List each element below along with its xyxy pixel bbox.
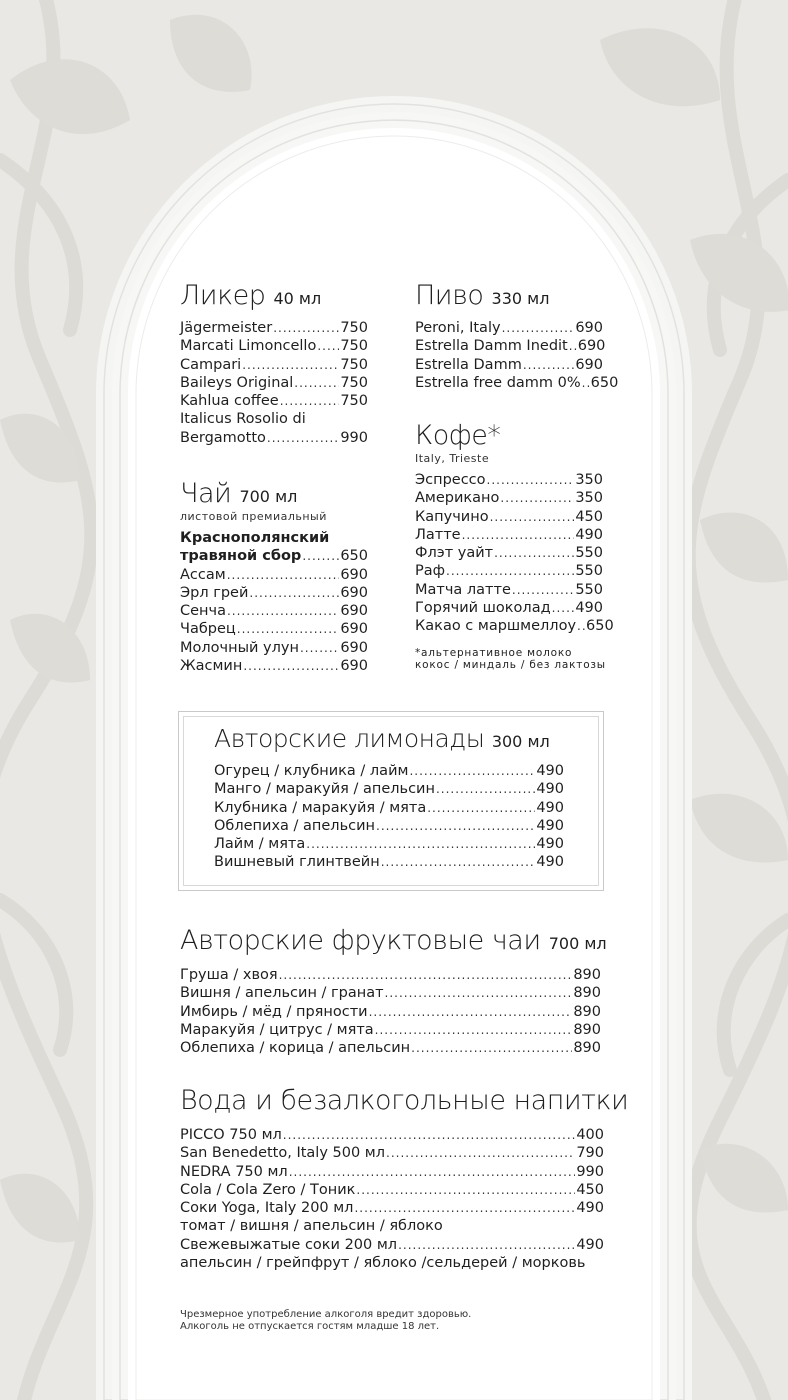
list-item xyxy=(415,489,603,507)
list-item xyxy=(180,1126,604,1144)
list-item xyxy=(415,544,603,562)
item-name: Estrella free damm 0% xyxy=(415,374,581,391)
item-price: 750 xyxy=(340,374,368,391)
leader-dots xyxy=(300,639,339,657)
list-item xyxy=(415,374,619,392)
item-price: 400 xyxy=(576,1127,604,1143)
list-item xyxy=(415,319,603,337)
item-price: 490 xyxy=(536,799,564,816)
leader-dots xyxy=(427,799,535,817)
list-item xyxy=(180,429,368,447)
list-item xyxy=(415,337,606,355)
tea-list xyxy=(180,529,368,675)
lemonades-section xyxy=(214,724,564,872)
list-item xyxy=(415,562,603,580)
leader-dots xyxy=(242,356,339,374)
item-name: Marcati Limoncello xyxy=(180,338,317,355)
beer-section xyxy=(415,280,619,392)
item-price: 490 xyxy=(575,526,603,543)
item-price: 990 xyxy=(576,1163,604,1180)
leader-dots xyxy=(356,1181,575,1199)
list-item xyxy=(180,1144,604,1162)
item-price: 350 xyxy=(575,490,603,507)
item-price: 890 xyxy=(573,1021,601,1038)
item-name: Латте xyxy=(415,526,461,543)
list-item xyxy=(415,526,603,544)
item-price: 750 xyxy=(340,393,368,410)
leader-dots xyxy=(294,374,339,392)
list-item xyxy=(180,1003,601,1021)
tea-title: Чай 700 мл xyxy=(180,478,298,509)
item-price: 750 xyxy=(340,320,368,336)
footer-line: Алкоголь не отпускается гостям младше 18 лет. xyxy=(180,1321,440,1332)
leader-dots xyxy=(302,547,339,565)
list-item xyxy=(180,639,368,657)
fruit-teas-list xyxy=(180,966,601,1057)
list-item xyxy=(180,1039,601,1057)
item-price: 750 xyxy=(340,338,368,355)
item-name: Флэт уайт xyxy=(415,545,494,562)
item-name: Чабрец xyxy=(180,621,236,638)
item-name: Peroni, Italy xyxy=(415,320,501,336)
leader-dots xyxy=(249,584,339,602)
footer-line: Чрезмерное употребление алкоголя вредит здоровью. xyxy=(180,1309,472,1320)
leader-dots xyxy=(462,526,575,544)
leader-dots xyxy=(317,337,339,355)
item-name: Ассам xyxy=(180,566,226,583)
item-price: 350 xyxy=(575,472,603,488)
item-price: 690 xyxy=(575,356,603,373)
coffee-list xyxy=(415,471,614,636)
item-price: 690 xyxy=(340,584,368,601)
leader-dots xyxy=(582,374,590,392)
liqueur-list xyxy=(180,319,368,447)
tea-section xyxy=(180,478,368,675)
item-price: 490 xyxy=(536,781,564,798)
item-name: Раф xyxy=(415,563,446,580)
leader-dots xyxy=(577,617,585,635)
item-price: 890 xyxy=(573,1003,601,1020)
item-price: 490 xyxy=(576,1236,604,1253)
leader-dots xyxy=(494,544,574,562)
list-item xyxy=(180,584,368,602)
item-price: 690 xyxy=(340,639,368,656)
item-price: 490 xyxy=(536,817,564,834)
item-price: 690 xyxy=(340,566,368,583)
item-price: 890 xyxy=(573,985,601,1002)
item-name: San Benedetto, Italy 500 мл xyxy=(180,1145,386,1162)
leader-dots xyxy=(289,1163,576,1181)
leader-dots xyxy=(512,581,574,599)
list-item xyxy=(214,799,564,817)
leader-dots xyxy=(436,780,535,798)
list-item xyxy=(180,337,368,355)
leader-dots xyxy=(502,319,575,337)
item-name: Облепиха / корица / апельсин xyxy=(180,1040,411,1057)
coffee-note xyxy=(415,646,606,672)
leader-dots xyxy=(386,1144,575,1162)
item-price: 750 xyxy=(340,356,368,373)
footer-disclaimer xyxy=(180,1309,471,1333)
list-item xyxy=(180,602,368,620)
item-price: 650 xyxy=(586,618,614,635)
leader-dots xyxy=(227,602,339,620)
item-name: Жасмин xyxy=(180,658,243,675)
fruit-teas-section xyxy=(180,925,607,1057)
list-item xyxy=(180,1181,604,1199)
list-item xyxy=(415,508,603,526)
leader-dots xyxy=(306,835,535,853)
leader-dots xyxy=(490,508,575,526)
lemonades-title: Авторские лимонады 300 мл xyxy=(214,724,550,753)
leader-dots xyxy=(500,489,574,507)
leader-dots xyxy=(369,1003,573,1021)
water-title: Вода и безалкогольные напитки xyxy=(180,1085,629,1116)
list-item xyxy=(180,319,368,337)
leader-dots xyxy=(354,1199,575,1217)
coffee-subtitle: Italy, Trieste xyxy=(415,452,490,465)
item-price: 450 xyxy=(575,508,603,525)
list-item xyxy=(214,762,564,780)
item-name: Горячий шоколад xyxy=(415,600,551,617)
list-item xyxy=(415,599,603,617)
item-price: 890 xyxy=(573,1040,601,1057)
list-item xyxy=(180,1163,604,1181)
list-item xyxy=(180,657,368,675)
fruit-teas-title: Авторские фруктовые чаи 700 мл xyxy=(180,925,607,956)
item-name: травяной сбор xyxy=(180,548,302,565)
item-name: Campari xyxy=(180,356,242,373)
list-item xyxy=(214,780,564,798)
item-price: 650 xyxy=(340,548,368,565)
item-name: Сенча xyxy=(180,603,226,620)
item-price: 790 xyxy=(576,1145,604,1162)
item-price: 990 xyxy=(340,429,368,446)
coffee-title: Кофе* xyxy=(415,420,501,451)
beer-list xyxy=(415,319,619,392)
item-name: Вишневый глинтвейн xyxy=(214,854,380,871)
list-item xyxy=(415,356,603,374)
leader-dots xyxy=(376,817,535,835)
item-name: Огурец / клубника / лайм xyxy=(214,763,409,779)
list-item xyxy=(180,566,368,584)
lemonades-list xyxy=(214,762,564,872)
leader-dots xyxy=(569,337,577,355)
leader-dots xyxy=(283,1126,576,1144)
list-item xyxy=(180,984,601,1002)
liqueur-title: Ликер 40 мл xyxy=(180,280,322,311)
leader-dots xyxy=(398,1236,575,1254)
item-name: Капучино xyxy=(415,508,489,525)
leader-dots xyxy=(237,620,340,638)
item-name: Jägermeister xyxy=(180,320,273,336)
water-list xyxy=(180,1126,604,1272)
leader-dots xyxy=(279,966,573,984)
list-item xyxy=(180,1021,601,1039)
leader-dots xyxy=(446,562,574,580)
item-price: 690 xyxy=(577,338,606,355)
list-item xyxy=(214,853,564,871)
item-name: Матча латте xyxy=(415,581,511,598)
item-name: Estrella Damm Inedit xyxy=(415,338,568,355)
leader-dots xyxy=(273,319,339,337)
leader-dots xyxy=(280,392,340,410)
item-name: Вишня / апельсин / гранат xyxy=(180,985,384,1002)
leader-dots xyxy=(243,657,339,675)
item-name: Облепиха / апельсин xyxy=(214,817,375,834)
item-name: Имбирь / мёд / пряности xyxy=(180,1003,368,1020)
coffee-section xyxy=(415,420,614,672)
item-name: Эрл грей xyxy=(180,584,249,601)
item-price: 690 xyxy=(340,658,368,675)
item-price: 890 xyxy=(573,967,601,983)
item-name: Estrella Damm xyxy=(415,356,522,373)
item-name: Молочный улун xyxy=(180,639,299,656)
item-name: Манго / маракуйя / апельсин xyxy=(214,781,435,798)
item-price: 490 xyxy=(576,1200,604,1217)
list-item xyxy=(180,374,368,392)
item-price: 550 xyxy=(575,563,603,580)
item-price: 490 xyxy=(536,763,564,779)
list-item xyxy=(415,617,614,635)
list-item xyxy=(214,835,564,853)
item-name: Baileys Original xyxy=(180,374,294,391)
item-price: 490 xyxy=(536,836,564,853)
list-item xyxy=(214,817,564,835)
item-name: Какао с маршмеллоу xyxy=(415,618,577,635)
list-item xyxy=(415,471,603,489)
item-name: Клубника / маракуйя / мята xyxy=(214,799,427,816)
fresh-flavors: апельсин / грейпфрут / яблоко /сельдерей / морковь xyxy=(180,1255,586,1272)
item-name: Маракуйя / цитрус / мята xyxy=(180,1021,374,1038)
item-price: 690 xyxy=(340,603,368,620)
list-item xyxy=(180,356,368,374)
leader-dots xyxy=(227,566,340,584)
list-item xyxy=(180,1236,604,1254)
leader-dots xyxy=(487,471,575,489)
item-price: 690 xyxy=(340,621,368,638)
juice-flavors: томат / вишня / апельсин / яблоко xyxy=(180,1218,443,1235)
coffee-note-line: кокос / миндаль / без лактозы xyxy=(415,659,606,672)
list-item xyxy=(180,392,368,410)
item-price: 690 xyxy=(575,320,603,336)
leader-dots xyxy=(409,762,535,780)
beer-title: Пиво 330 мл xyxy=(415,280,550,311)
leader-dots xyxy=(523,356,574,374)
list-item xyxy=(180,620,368,638)
leader-dots xyxy=(411,1039,572,1057)
leader-dots xyxy=(381,853,536,871)
list-item xyxy=(180,547,368,565)
item-name: Лайм / мята xyxy=(214,836,306,853)
item-price: 550 xyxy=(575,581,603,598)
item-name: NEDRA 750 мл xyxy=(180,1163,288,1180)
leader-dots xyxy=(375,1021,573,1039)
water-section xyxy=(180,1085,629,1272)
item-name: Американо xyxy=(415,490,500,507)
item-name: PICCO 750 мл xyxy=(180,1127,282,1143)
item-price: 450 xyxy=(576,1181,604,1198)
liqueur-section xyxy=(180,280,368,447)
item-name: Свежевыжатые соки 200 мл xyxy=(180,1236,398,1253)
list-item xyxy=(180,966,601,984)
list-item xyxy=(415,581,603,599)
item-price: 490 xyxy=(575,600,603,617)
leader-dots xyxy=(267,429,339,447)
item-name: Соки Yoga, Italy 200 мл xyxy=(180,1200,354,1217)
item-name: Груша / хвоя xyxy=(180,967,278,983)
list-item xyxy=(180,1199,604,1217)
item-name: Эспрессо xyxy=(415,472,486,488)
item-name: Bergamotto xyxy=(180,429,266,446)
item-price: 490 xyxy=(536,854,564,871)
list-item-line: Italicus Rosolio di xyxy=(180,411,306,428)
item-name: Cola / Cola Zero / Тоник xyxy=(180,1181,356,1198)
tea-subtitle: листовой премиальный xyxy=(180,510,327,523)
item-price: 650 xyxy=(590,374,619,391)
list-item-line: Краснополянский xyxy=(180,530,330,546)
leader-dots xyxy=(552,599,575,617)
item-name: Kahlua coffee xyxy=(180,393,279,410)
coffee-note-line: *альтернативное молоко xyxy=(415,646,573,659)
item-price: 550 xyxy=(575,545,603,562)
leader-dots xyxy=(385,984,573,1002)
